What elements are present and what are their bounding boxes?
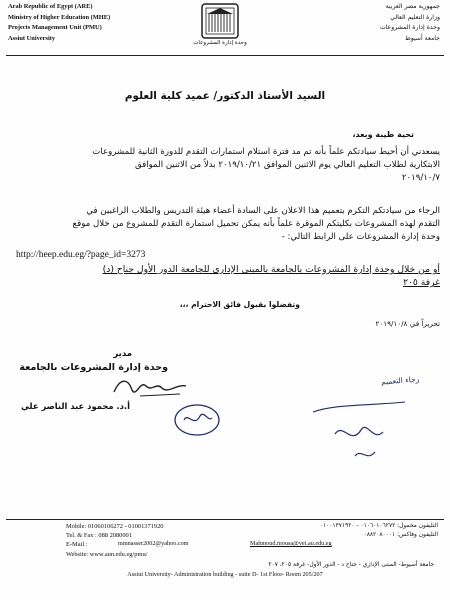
pmu-logo — [188, 2, 252, 52]
paragraph-line: الرجاء من سيادتكم التكرم بتعميم هذا الاعلان على السادة أعضاء هيئة التدريس والطلاب الراغبين في — [86, 206, 440, 216]
signatory-role: مدير — [113, 349, 132, 359]
footer-ar-telfax: التليفون وفاكس: ٠٨٨٢٠٨٠٠٠١ — [363, 532, 438, 538]
footer-divider — [6, 519, 444, 520]
header-ar-line: وحدة إدارة المشروعات — [379, 24, 440, 31]
handwritten-circle-mark — [172, 402, 222, 438]
application-link[interactable]: http://heep.edu.eg/?page_id=3273 — [16, 250, 146, 260]
signature-mark — [110, 372, 190, 402]
header-en-line: Projects Management Unit (PMU) — [8, 24, 102, 31]
handwritten-note: رجاء التعميم — [380, 374, 420, 387]
footer-mobile: Mobile: 01060106272 - 01001371920 — [66, 523, 164, 530]
footer-email-yahoo[interactable]: mmnasser2002@yahoo.com — [118, 540, 189, 547]
paragraph-line: الابتكارية لطلاب التعليم العالي يوم الاثنين الموافق ٢٠١٩/١٠/٢١ بدلاً من الاثنين الموافق — [135, 160, 440, 170]
footer-email-university[interactable]: Mahmoud.mousa@vet.au.edu.eg — [250, 540, 332, 547]
footer — [6, 522, 444, 598]
header-ar-line: وزارة التعليم العالي — [390, 13, 440, 21]
issue-date: تحريراً في ٢٠١٩/١٠/٨ — [375, 319, 440, 328]
footer-telfax: Tel. & Fax : 088 2080001 — [66, 532, 132, 539]
paragraph-request — [14, 205, 440, 244]
signatory-name: أ.د. محمود عبد الناصر علي — [20, 401, 130, 411]
signatory-unit: وحدة إدارة المشروعات بالجامعة — [19, 362, 168, 373]
addressee: السيد الأستاذ الدكتور/ عميد كلية العلوم — [124, 90, 326, 102]
header-en-line: Arab Republic of Egypt (ARE) — [8, 3, 93, 10]
header-en-line: Assiut University — [8, 34, 56, 42]
header-english — [8, 2, 178, 44]
paragraph-line: التقدم لهذه المشروعات بكليتكم الموقرة علماً بأنه يمكن تحميل استمارة التقدم للمشروع من خلال موقع — [72, 219, 440, 229]
header-arabic — [330, 2, 440, 44]
footer-email-label: E-Mail : — [66, 541, 88, 548]
footer-ar-mobile: التليفون محمول: ٠١٠٦٠١٠٦٢٧٢ - ٠١٠٠١٣٧١٩٢٠ — [319, 523, 438, 529]
paragraph-line: ٢٠١٩/١٠/٧ — [401, 173, 440, 183]
logo-caption: وحدة إدارة المشروعات — [193, 40, 247, 46]
header-divider — [6, 55, 444, 56]
header-en-line: Ministry of Higher Education (MHE) — [8, 13, 111, 21]
paragraph-line: يسعدني أن أحيط سيادتكم علماً بأنه تم مد فترة استلام استمارات التقدم للدورة الثانية للمشروعات — [92, 147, 440, 157]
handwritten-annotation — [295, 376, 435, 472]
paragraph-office — [14, 263, 440, 289]
paragraph-line: غرفة ٢٠٥ — [403, 277, 440, 288]
footer-ar-address: جامعة أسيوط- المبنى الإداري - جناح د - الدور الأول- غرفة ٢٠٥، ٢٠٧ — [268, 562, 434, 568]
header-ar-line: جمهورية مصر العربية — [385, 3, 440, 10]
greeting: تحية طيبة وبعد، — [352, 130, 414, 139]
footer-en-address: Assiut University- Administration building - suite D- 1st Floor- Room 205/207 — [127, 571, 323, 578]
paragraph-extension — [14, 146, 440, 185]
paragraph-line: أو من خلال وحدة إدارة المشروعات بالجامعة بالمبنى الإداري للجامعة الدور الأول جناح (د) — [102, 264, 440, 275]
footer-website[interactable]: Website: www.aun.edu.eg/pmu/ — [66, 551, 148, 558]
paragraph-line: وحدة إدارة المشروعات على الرابط التالي: - — [281, 232, 440, 242]
header-ar-line: جامعة أسيوط — [405, 34, 440, 42]
closing-phrase: وتفضلوا بقبول فائق الاحترام ،،، — [179, 300, 300, 309]
